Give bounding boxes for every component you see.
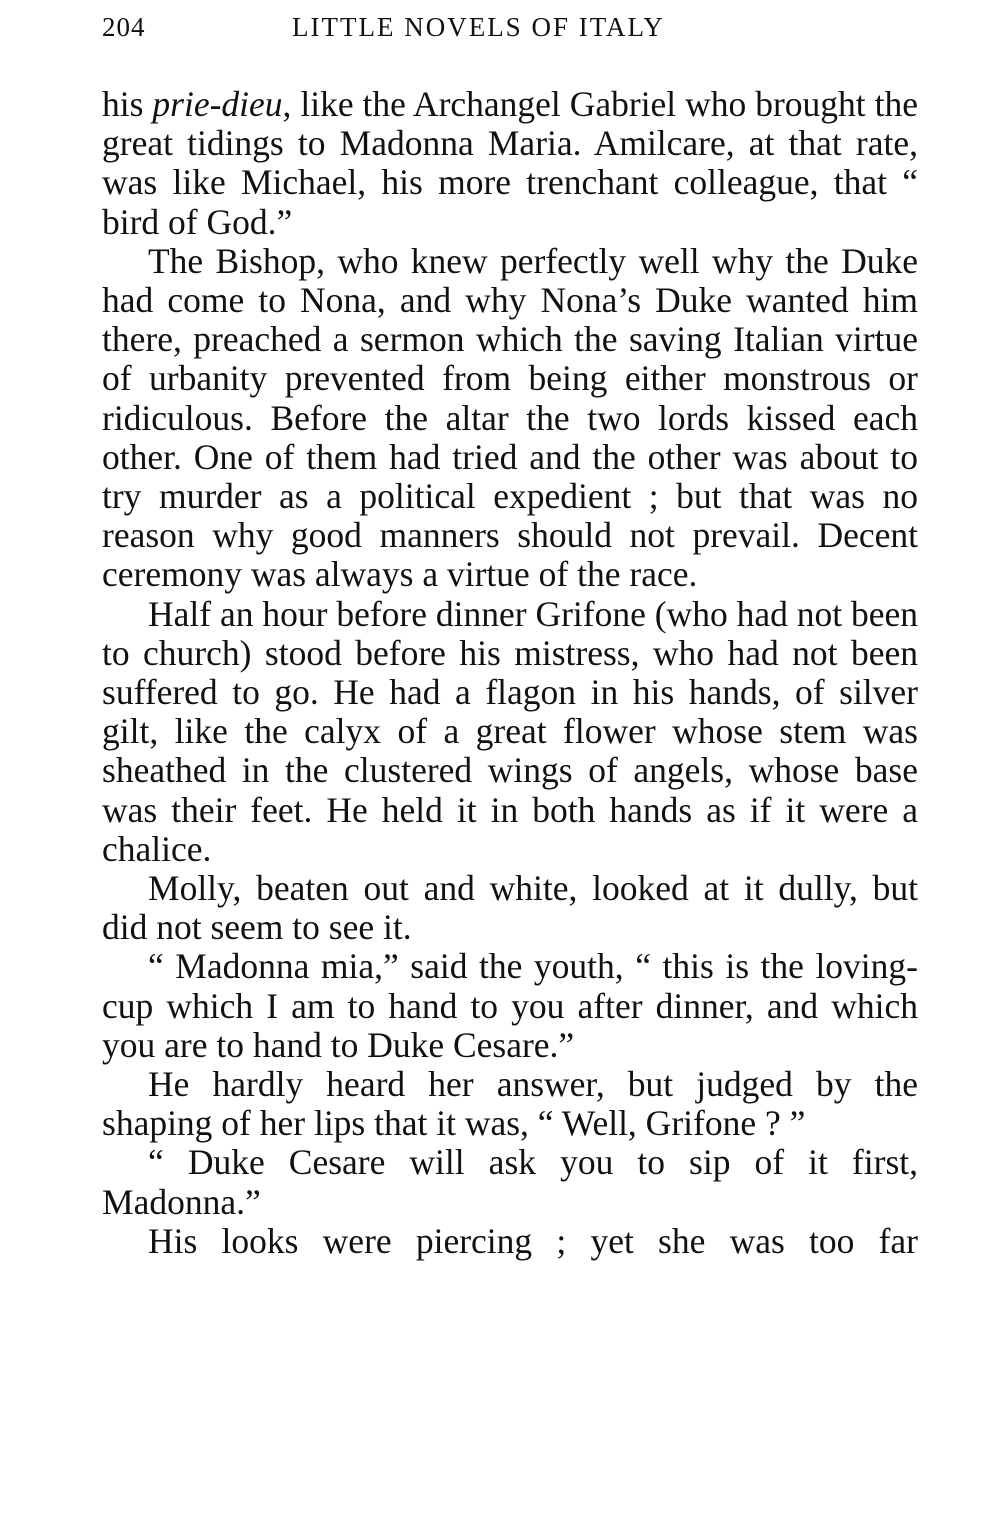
text-run: “ Madonna mia,” said the youth, “ this is the loving-cup which I am to hand to you after dinner, and which you are to hand to Duke Cesare.” [102,946,918,1065]
text-run: “ Duke Cesare will ask you to sip of it first, Madonna.” [102,1142,918,1222]
paragraph-continuation [102,85,918,242]
text-run: His looks were piercing ; yet she was too far [148,1220,918,1261]
paragraph [102,1143,918,1221]
text-run: , like the Archangel Gabriel who brought the great tidings to Madonna Maria. Amilcare, at that rate, was like Michael, his more trenchant colleague, that “ bird of God.” [102,84,918,242]
paragraph [102,242,918,595]
paragraph [102,947,918,1065]
text-run: Molly, beaten out and white, looked at it dully, but did not seem to see it. [102,868,918,948]
text-run: He hardly heard her answer, but judged by the shaping of her lips that it was, “ Well, Grifone ? ” [102,1064,918,1144]
body-text [102,85,918,1261]
italic-text-run: prie-dieu [152,84,283,124]
text-run: The Bishop, who knew perfectly well why the Duke had come to Nona, and why Nona’s Duke wanted him there, preached a sermon which the saving Italian virtue of urbanity prevented from being either monstrous or ridiculous. Before the altar the two lords kissed each other. One of them had tried and the other was about to try murder as a political expedient ; but that was no reason why good manners should not prevail. Decent ceremony was always a virtue of the race. [102,240,918,595]
paragraph [102,595,918,869]
page-number: 204 [102,12,146,42]
paragraph [102,869,918,947]
running-title: LITTLE NOVELS OF ITALY [292,12,665,42]
paragraph [102,1065,918,1143]
text-run: his [102,84,153,124]
running-head [102,12,922,48]
text-run: Half an hour before dinner Grifone (who had not been to church) stood before his mistress, who had not been suffered to go. He had a flagon in his hands, of silver gilt, like the calyx of a great flower whose stem was sheathed in the clustered wings of angels, whose base was their feet. He held it in both hands as if it were a chalice. [102,593,918,869]
paragraph-continues-next-page [102,1222,918,1261]
